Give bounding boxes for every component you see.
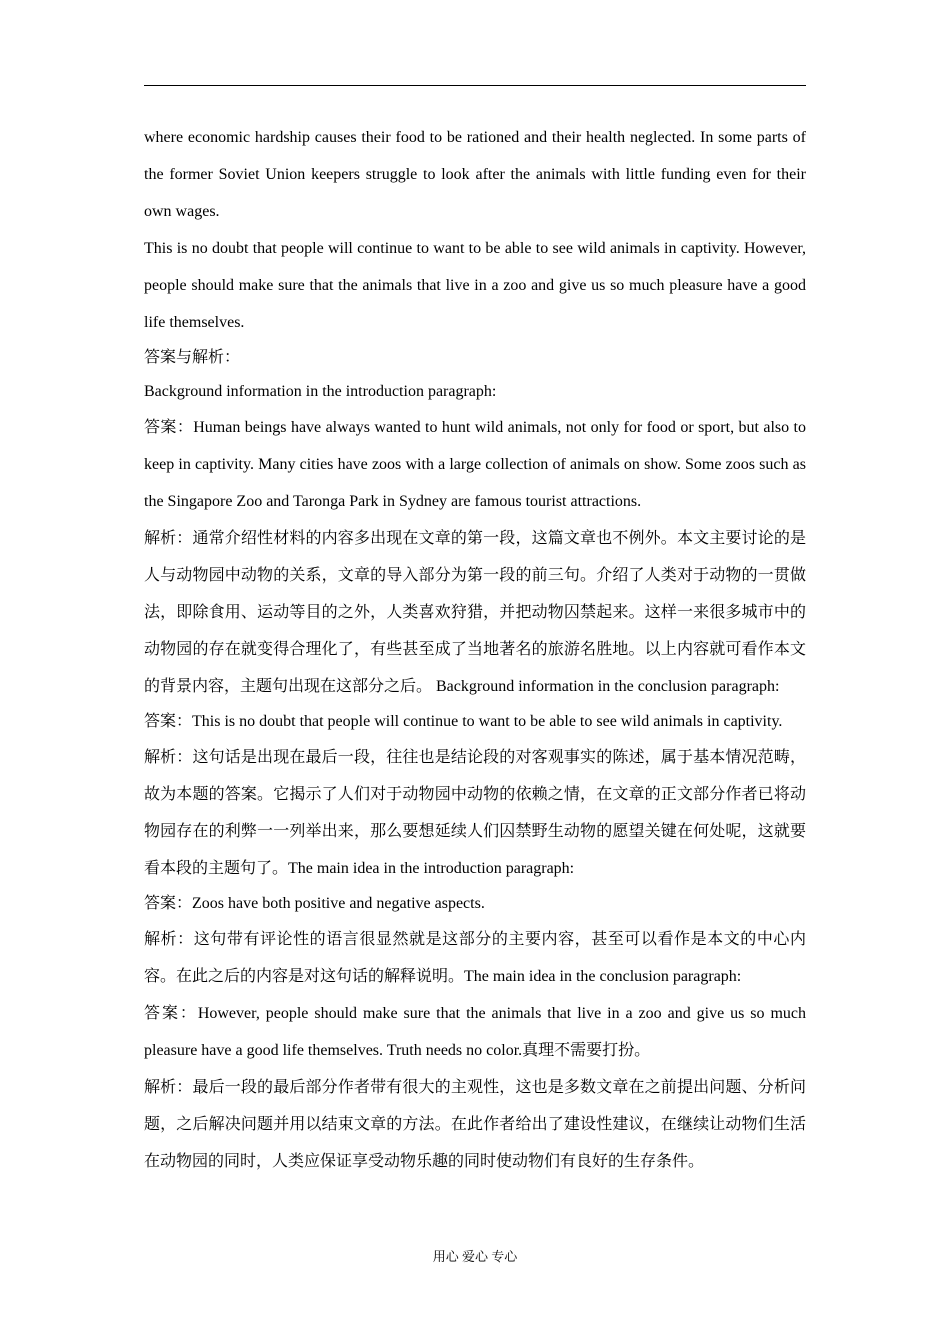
answer-heading: 答案与解析： xyxy=(144,349,241,366)
header-rule xyxy=(144,85,806,86)
analysis-background-intro: 解析：通常介绍性材料的内容多出现在文章的第一段，这篇文章也不例外。本文主要讨论的是人与动物园中动物的关系，文章的导入部分为第一段的前三句。介绍了人类对于动物的一贯做法，即除食用、运动等目的之外，人类喜欢狩猎，并把动物囚禁起来。这样一来很多城市中的动物园的存在就变得合理化了，有些甚至成了当地著名的旅游名胜地。以上内容就可看作本文的背景内容，主题句出现在这部分之后。 Background information in the conclusion paragraph: xyxy=(144,530,806,695)
question-background-intro: Background information in the introduction paragraph: xyxy=(144,383,497,400)
analysis-main-idea-conclusion: 解析：最后一段的最后部分作者带有很大的主观性，这也是多数文章在之前提出问题、分析问题，之后解决问题并用以结束文章的方法。在此作者给出了建设性建议，在继续让动物们生活在动物园的同时，人类应保证享受动物乐趣的同时使动物们有良好的生存条件。 xyxy=(144,1079,806,1170)
answer-main-idea-intro: 答案：Zoos have both positive and negative aspects. xyxy=(144,895,485,912)
analysis-background-conclusion: 解析：这句话是出现在最后一段，往往也是结论段的对客观事实的陈述，属于基本情况范畴，故为本题的答案。它揭示了人们对于动物园中动物的依赖之情，在文章的正文部分作者已将动物园存在的利弊一一列举出来，那么要想延续人们囚禁野生动物的愿望关键在何处呢，这就要看本段的主题句了。The main idea in the introduction paragraph: xyxy=(144,749,806,877)
answer-background-intro: 答案：Human beings have always wanted to hunt wild animals, not only for food or sport, but also to keep in captivity. Many cities have zoos with a large collection of animals on show. Some zoos such as the Singapore Zoo and Taronga Park in Sydney are famous tourist attractions. xyxy=(144,419,806,510)
paragraph-conclusion: This is no doubt that people will continue to want to be able to see wild animals in captivity. However, people should make sure that the animals that live in a zoo and give us so much pleasure have a good life themselves. xyxy=(144,240,806,331)
answer-background-conclusion: 答案：This is no doubt that people will continue to want to be able to see wild animals in captivity. xyxy=(144,713,783,730)
paragraph-zoo-hardship: where economic hardship causes their food to be rationed and their health neglected. In some parts of the former Soviet Union keepers struggle to look after the animals with little funding even for their own wages. xyxy=(144,129,806,220)
analysis-main-idea-intro: 解析：这句带有评论性的语言很显然就是这部分的主要内容，甚至可以看作是本文的中心内容。在此之后的内容是对这句话的解释说明。The main idea in the conclusion paragraph: xyxy=(144,931,806,985)
answer-main-idea-conclusion: 答案：However, people should make sure that the animals that live in a zoo and give us so much pleasure have a good life themselves. Truth needs no color.真理不需要打扮。 xyxy=(144,1005,806,1059)
page-footer: 用心 爱心 专心 xyxy=(432,1249,518,1264)
document-body xyxy=(144,119,806,1180)
